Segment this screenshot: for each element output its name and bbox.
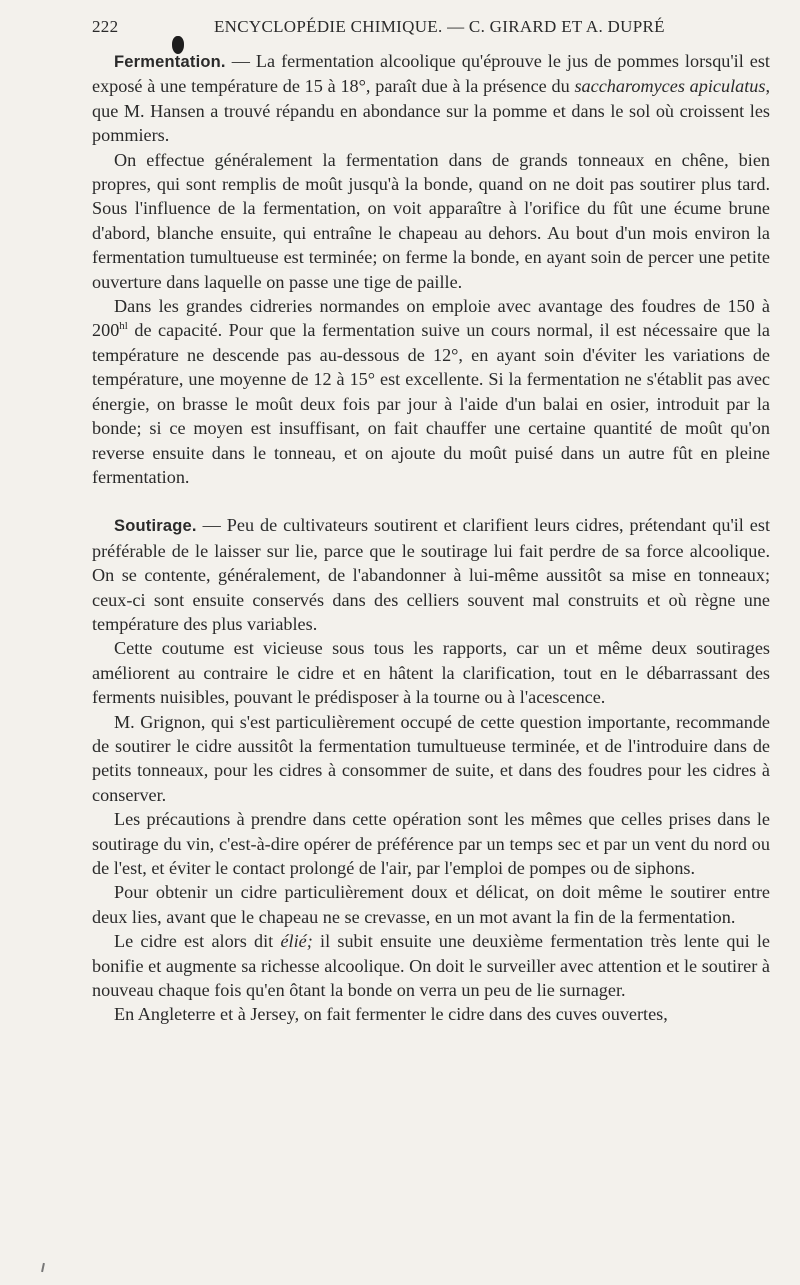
soutirage-paragraph-5: Pour obtenir un cidre particulièrement doux et délicat, on doit même le soutirer entre deux lies, avant que le chapeau ne se crevasse, en un mot avant la fin de la fermentation. — [92, 882, 770, 927]
soutirage-paragraph-2: Cette coutume est vicieuse sous tous les rapports, car un et même deux soutirages améliorent au contraire le cidre et en hâtent la clarification, tout en le débarrassant des ferments nuisibles, pouvant le prédisposer à la tourne ou à l'acescence. — [92, 638, 770, 708]
term-elie: élié; — [280, 931, 313, 952]
page-number: 222 — [92, 17, 119, 36]
running-title: ENCYCLOPÉDIE CHIMIQUE. — C. GIRARD ET A. DUPRÉ — [214, 17, 665, 36]
soutirage-paragraph-7: En Angleterre et à Jersey, on fait fermenter le cidre dans des cuves ouvertes, — [114, 1004, 668, 1025]
soutirage-paragraph-3: M. Grignon, qui s'est particulièrement occupé de cette question importante, recommande de soutirer le cidre aussitôt la fermentation tumultueuse terminée, et de l'introduire dans de petits tonneaux, pour les cidres à consommer de suite, et dans des foudres pour les cidres à conserver. — [92, 711, 770, 805]
section-gap — [92, 489, 770, 513]
fermentation-paragraph-3: Dans les grandes cidreries normandes on emploie avec avantage des foudres de 150 à $200^{hl}$ de capacité. Pour que la fermentation suive un cours normal, il est nécessaire que la température ne descende pas au-dessous de 12°, en ayant soin d'éviter les variations de température, une moyenne de 12 à 15° est excellente. Si la fermentation ne s'établit pas avec énergie, on brasse le moût deux fois par jour à l'aide d'un balai en osier, introduit par la bonde; si ce moyen est insuffisant, on fait chauffer une certaine quantité de moût qu'on reverse ensuite dans le tonneau, et on ajoute du moût puisé dans un autre fût en pleine fermentation. — [92, 296, 770, 487]
section-title-fermentation: Fermentation. — [114, 53, 226, 71]
soutirage-paragraph-4: Les précautions à prendre dans cette opération sont les mêmes que celles prises dans le soutirage du vin, c'est-à-dire opérer de préférence par un temps sec et par un vent du nord ou de l'est, et éviter le contact prolongé de l'air, par l'emploi de pompes ou de siphons. — [92, 809, 770, 878]
soutirage-paragraph-1: Soutirage. — Peu de cultivateurs soutirent et clarifient leurs cidres, prétendant qu'il est préférable de le laisser sur lie, parce que le soutirage lui fait perdre de sa force alcoolique. On se contente, généralement, de l'abandonner à lui-même aussitôt sa mise en tonneaux; ceux-ci sont ensuite conservés dans des celliers souvent mal construits et où règne une température des plus variables. — [92, 515, 770, 634]
section-title-soutirage: Soutirage. — [114, 517, 197, 536]
soutirage-paragraph-6: Le cidre est alors dit élié; il subit ensuite une deuxième fermentation très lente qui le bonifie et augmente sa richesse alcoolique. On doit le surveiller avec attention et le soutirer à nouveau chaque fois qu'en ôtant la bonde on verra un peu de lie surnager. — [92, 931, 771, 1001]
species-name: saccharomyces apiculatus — [574, 76, 766, 97]
fermentation-paragraph-2: On effectue généralement la fermentation dans de grands tonneaux en chêne, bien propres, qui sont remplis de moût jusqu'à la bonde, quand on ne doit pas soutirer plus tard. Sous l'influence de la fermentation, on voit apparaître à l'orifice du fût une écume brune d'abord, blanche ensuite, qui entraîne le chapeau au dehors. Au bout d'un mois environ la fermentation tumultueuse est terminée; on ferme la bonde, en ayant soin de percer une petite ouverture dans laquelle on passe une tige de paille. — [92, 149, 770, 292]
margin-speck — [41, 1263, 45, 1272]
body-text — [92, 49, 770, 1027]
fermentation-paragraph-1: Fermentation. — La fermentation alcoolique qu'éprouve le jus de pommes lorsqu'il est exposé à une température de 15 à 18°, paraît due à la présence du saccharomyces apiculatus, que M. Hansen a trouvé répandu en abondance sur la pomme et dans le sol où croissent les pommiers. — [92, 51, 770, 146]
